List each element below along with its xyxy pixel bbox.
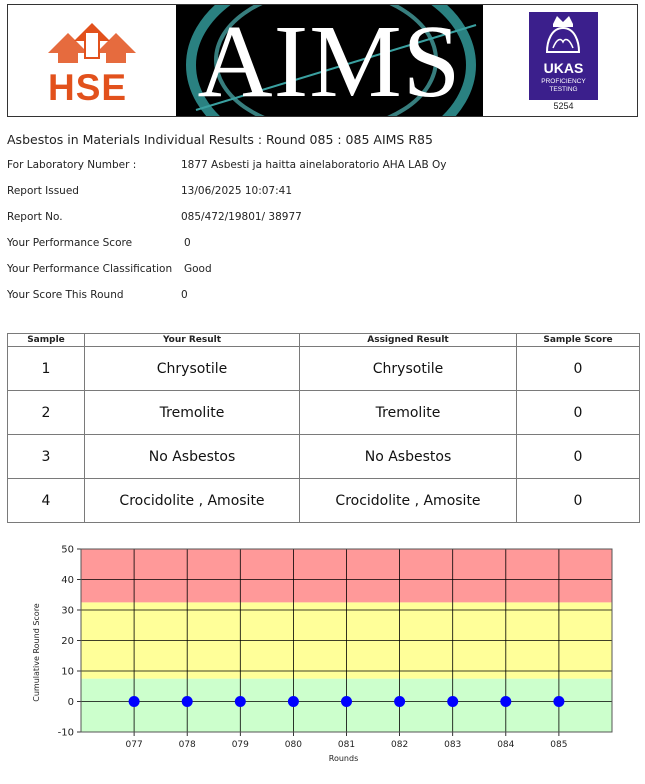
hse-logo [8,5,171,116]
y-tick-label: 10 [61,666,74,678]
data-point [394,696,405,707]
ukas-name: UKAS [543,60,584,76]
x-tick-label: 085 [550,740,568,750]
report-title: Asbestos in Materials Individual Results : Round 085 : 085 AIMS R85 [7,132,433,147]
table-row [8,391,640,435]
data-point [553,696,564,707]
performance-classification-label: Your Performance Classification [7,263,173,275]
x-tick-label: 081 [337,740,356,750]
your-result-cell: Tremolite [85,391,300,435]
sample-cell: 2 [8,391,85,435]
data-point [447,696,458,707]
x-tick-label: 080 [284,740,302,750]
column-header-sample-score: Sample Score [517,334,640,347]
performance-score-value: 0 [184,237,191,249]
ukas-number: 5254 [553,101,574,111]
your-result-cell: No Asbestos [85,435,300,479]
hse-logo-text: HSE [48,67,128,108]
sample-score-cell: 0 [517,435,640,479]
performance-score-label: Your Performance Score [7,237,133,249]
sample-score-cell: 0 [517,347,640,391]
y-tick-label: 0 [67,697,74,708]
report-issued-value: 13/06/2025 10:07:41 [181,185,293,197]
table-row [8,435,640,479]
x-tick-label: 082 [391,740,409,750]
x-tick-label: 084 [497,740,515,750]
assigned-result-cell: Chrysotile [300,347,517,391]
data-point [500,696,511,707]
lab-number-value: 1877 Asbesti ja haitta ainelaboratorio AHA LAB Oy [181,159,447,171]
sample-cell: 1 [8,347,85,391]
aims-logo-text: AIMS [197,5,462,116]
score-this-round-label: Your Score This Round [7,289,124,301]
report-no-label: Report No. [7,211,63,223]
results-table [7,333,640,523]
ukas-badge [529,12,598,100]
data-point [341,696,352,707]
report-no-value: 085/472/19801/ 38977 [181,211,302,223]
ukas-line1: PROFICIENCY [541,78,586,85]
your-result-cell: Crocidolite , Amosite [85,479,300,523]
ukas-line2: TESTING [549,86,578,93]
aims-logo [176,5,483,116]
data-point [235,696,246,707]
assigned-result-cell: No Asbestos [300,435,517,479]
y-tick-label: 20 [61,636,74,647]
sample-cell: 4 [8,479,85,523]
y-tick-label: -10 [57,727,74,739]
x-tick-label: 079 [231,740,249,750]
y-tick-label: 40 [61,575,74,586]
column-header-sample: Sample [8,334,85,347]
lab-number-label: For Laboratory Number : [7,159,137,171]
score-this-round-value: 0 [181,289,188,301]
crown-icon [529,12,598,58]
your-result-cell: Chrysotile [85,347,300,391]
assigned-result-cell: Crocidolite , Amosite [300,479,517,523]
sample-cell: 3 [8,435,85,479]
cumulative-score-chart [0,535,645,775]
table-row [8,479,640,523]
data-point [129,696,140,707]
ukas-logo [486,5,637,116]
column-header-your-result: Your Result [85,334,300,347]
x-tick-label: 077 [125,740,143,750]
sample-score-cell: 0 [517,479,640,523]
report-issued-label: Report Issued [7,185,79,197]
data-point [288,696,299,707]
performance-classification-value: Good [184,263,212,275]
data-point [182,696,193,707]
y-tick-label: 50 [61,544,74,556]
sample-score-cell: 0 [517,391,640,435]
x-tick-label: 078 [178,740,196,750]
header-banner [7,4,638,117]
x-tick-label: 083 [444,740,462,750]
table-row [8,347,640,391]
y-tick-label: 30 [61,605,74,617]
x-axis-label: Rounds [328,754,359,763]
column-header-assigned-result: Assigned Result [300,334,517,347]
table-header-row [8,334,640,347]
assigned-result-cell: Tremolite [300,391,517,435]
y-axis-label: Cumulative Round Score [32,603,41,702]
